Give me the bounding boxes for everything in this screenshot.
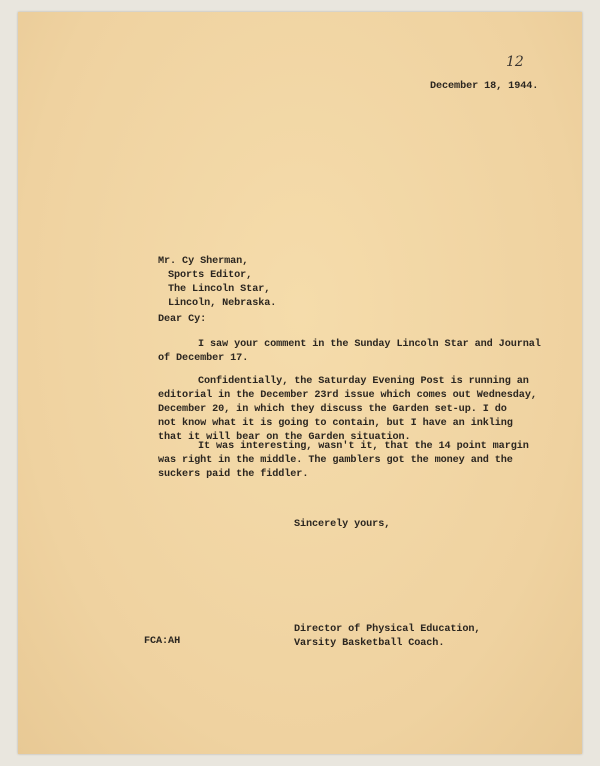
- recipient-line: Sports Editor,: [168, 270, 253, 281]
- typist-initials: FCA:AH: [144, 636, 181, 647]
- signature-line: Varsity Basketball Coach.: [294, 638, 445, 649]
- paragraph-line: It was interesting, wasn't it, that the 14 point margin: [198, 441, 529, 452]
- paragraph-line: December 20, in which they discuss the Garden set-up. I do: [158, 404, 507, 415]
- signature-line: Director of Physical Education,: [294, 624, 481, 635]
- paragraph-line: I saw your comment in the Sunday Lincoln Star and Journal: [198, 339, 541, 350]
- paragraph-line: not know what it is going to contain, but I have an inkling: [158, 418, 513, 429]
- paragraph-line: that it will bear on the Garden situation.: [158, 432, 411, 443]
- paragraph-line: of December 17.: [158, 353, 249, 364]
- paragraph-2: [158, 375, 537, 445]
- signature-block: [294, 623, 480, 651]
- closing: Sincerely yours,: [294, 519, 391, 530]
- salutation: Dear Cy:: [158, 314, 207, 325]
- paragraph-line: Confidentially, the Saturday Evening Post is running an: [198, 376, 529, 387]
- recipient-line: The Lincoln Star,: [168, 284, 271, 295]
- recipient-line: Mr. Cy Sherman,: [158, 256, 249, 267]
- paragraph-line: suckers paid the fiddler.: [158, 469, 309, 480]
- paragraph-line: was right in the middle. The gamblers got the money and the: [158, 455, 513, 466]
- page-number-mark: 12: [506, 54, 524, 70]
- letter-date: December 18, 1944.: [430, 81, 539, 92]
- paragraph-1: [158, 338, 541, 366]
- letter-page: [18, 12, 582, 754]
- paragraph-3: [158, 440, 529, 482]
- recipient-address: [158, 255, 276, 311]
- recipient-line: Lincoln, Nebraska.: [168, 298, 277, 309]
- paragraph-line: editorial in the December 23rd issue which comes out Wednesday,: [158, 390, 537, 401]
